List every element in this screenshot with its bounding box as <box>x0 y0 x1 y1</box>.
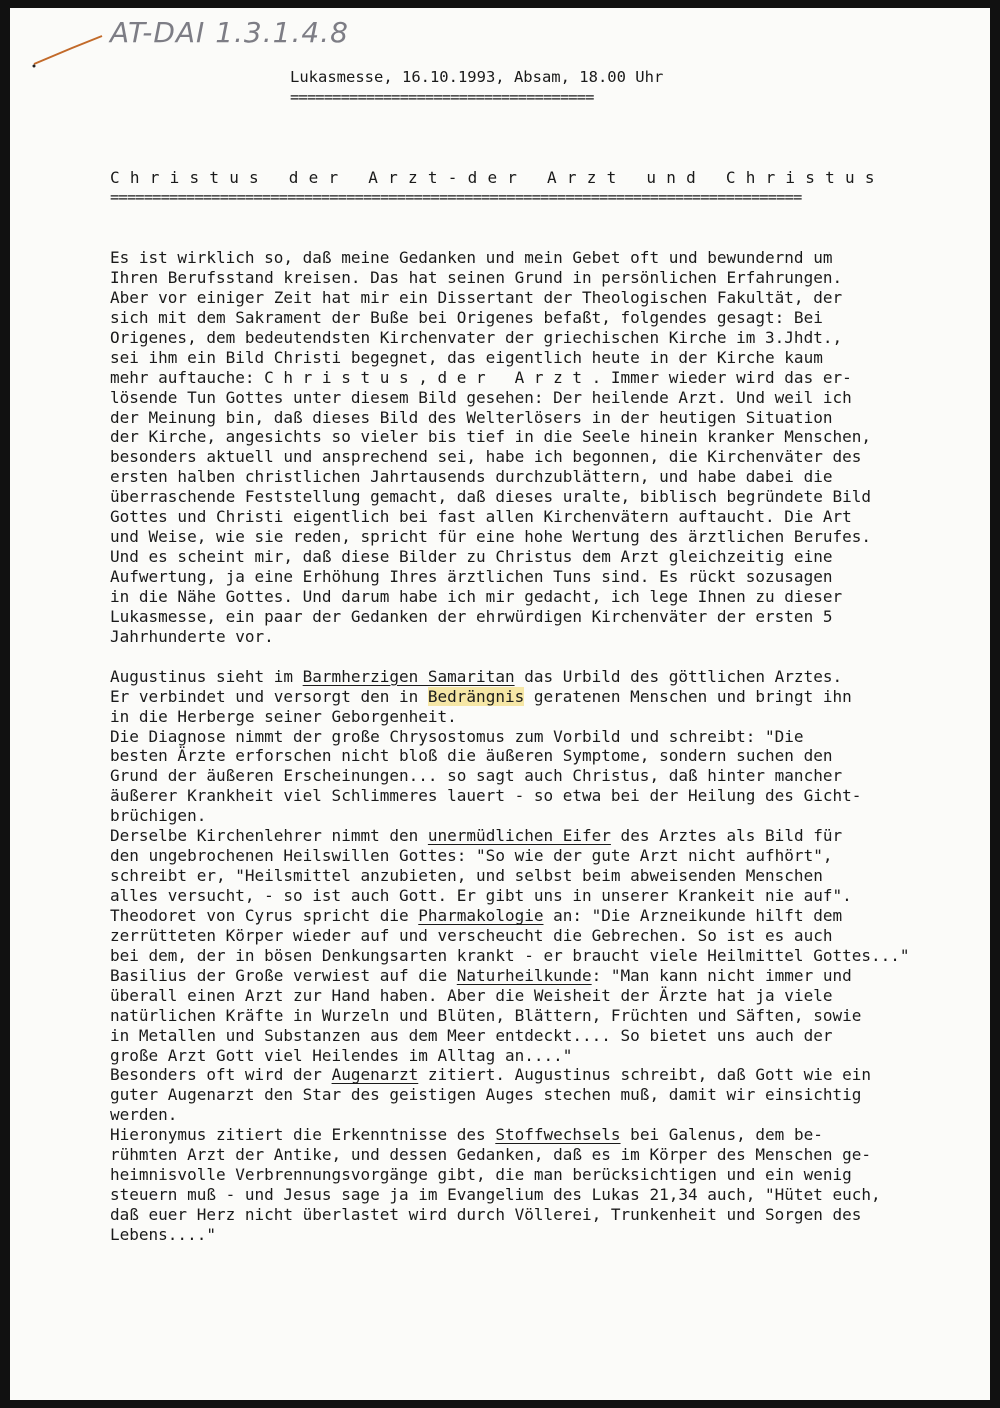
underlined-term: unermüdlichen Eifer <box>427 826 611 846</box>
text-line: der Meinung bin, daß dieses Bild des Welterlösers in der heutigen Situation <box>110 407 833 427</box>
text-line: Augustinus sieht im Barmherzigen Samaritan das Urbild des göttlichen Arztes. <box>110 666 843 686</box>
archive-signature: AT-DAI 1.3.1.4.8 <box>110 16 349 49</box>
text-line: Lukasmesse, ein paar der Gedanken der ehrwürdigen Kirchenväter der ersten 5 <box>110 606 833 626</box>
text-line: überall einen Arzt zur Hand haben. Aber die Weisheit der Ärzte hat ja viele <box>110 985 833 1005</box>
text-line: sich mit dem Sakrament der Buße bei Origenes befaßt, folgendes gesagt: Bei <box>110 307 823 327</box>
text-line: lösende Tun Gottes unter diesem Bild gesehen: Der heilende Arzt. Und weil ich <box>110 387 852 407</box>
text-line: äußerer Krankheit viel Schlimmeres lauert - so etwa bei der Heilung des Gicht- <box>110 786 862 806</box>
text-line: heimnisvolle Verbrennungsvorgänge gibt, die man berücksichtigen und ein wenig <box>110 1165 852 1185</box>
text-line: Die Diagnose nimmt der große Chrysostomus zum Vorbild und schreibt: "Die <box>110 726 804 746</box>
paragraph-church-fathers <box>110 667 950 1245</box>
text-line: Basilius der Große verwiest auf die Naturheilkunde: "Man kann nicht immer und <box>110 965 852 985</box>
underlined-term: Barmherzigen Samaritan <box>302 666 515 686</box>
text-line: in Metallen und Substanzen aus dem Meer entdeckt.... So bietet uns auch der <box>110 1025 833 1045</box>
text-line: Und es scheint mir, daß diese Bilder zu Christus dem Arzt gleichzeitig eine <box>110 547 833 567</box>
underlined-term: Pharmakologie <box>418 905 544 925</box>
text-line: schreibt er, "Heilsmittel anzubieten, und selbst beim abweisenden Menschen <box>110 866 823 886</box>
highlighted-term: Bedrängnis <box>427 686 525 706</box>
text-line: steuern muß - und Jesus sage ja im Evangelium des Lukas 21,34 auch, "Hütet euch, <box>110 1185 881 1205</box>
text-line: Theodoret von Cyrus spricht die Pharmakologie an: "Die Arzneikunde hilft dem <box>110 905 843 925</box>
event-header: Lukasmesse, 16.10.1993, Absam, 18.00 Uhr <box>290 68 664 86</box>
text-line: werden. <box>110 1105 178 1125</box>
text-line: rühmten Arzt der Antike, und dessen Gedanken, daß es im Körper des Menschen ge- <box>110 1145 871 1165</box>
text-line: Derselbe Kirchenlehrer nimmt den unermüdlichen Eifer des Arztes als Bild für <box>110 826 843 846</box>
text-line: Origenes, dem bedeutendsten Kirchenvater der griechischen Kirche im 3.Jhdt., <box>110 327 843 347</box>
text-line: sei ihm ein Bild Christi begegnet, das eigentlich heute in der Kirche kaum <box>110 347 823 367</box>
text-line: der Kirche, angesichts so vieler bis tief in die Seele hinein kranker Menschen, <box>110 427 871 447</box>
text-line: Gottes und Christi eigentlich bei fast allen Kirchenvätern auftaucht. Die Art <box>110 507 852 527</box>
underlined-term: Augenarzt <box>331 1065 419 1085</box>
pen-stroke-mark <box>32 30 112 70</box>
page-title: C h r i s t u s d e r A r z t - d e r A r z t u n d C h r i s t u s <box>110 168 875 187</box>
text-line: guter Augenarzt den Star des geistigen Auges stechen muß, damit wir einsichtig <box>110 1085 862 1105</box>
text-line: natürlichen Kräfte in Wurzeln und Blüten, Blättern, Früchten und Säften, sowie <box>110 1005 862 1025</box>
title-rule: ================================================================================== <box>110 188 802 206</box>
text-line: Jahrhunderte vor. <box>110 626 274 646</box>
text-line: Besonders oft wird der Augenarzt zitiert. Augustinus schreibt, daß Gott wie ein <box>110 1065 872 1085</box>
text-line: brüchigen. <box>110 806 207 826</box>
text-line: zerrütteten Körper wieder auf und verscheucht die Gebrechen. So ist es auch <box>110 925 833 945</box>
text-line: in die Nähe Gottes. Und darum habe ich mir gedacht, ich lege Ihnen zu dieser <box>110 586 843 606</box>
underlined-term: Naturheilkunde <box>456 965 592 985</box>
text-line: Er verbindet und versorgt den in Bedrängnis geratenen Menschen und bringt ihn <box>110 686 852 706</box>
text-line: in die Herberge seiner Geborgenheit. <box>110 706 457 726</box>
text-line: bei dem, der in bösen Denkungsarten krankt - er braucht viele Heilmittel Gottes..." <box>110 945 910 965</box>
paragraph-gap <box>110 647 950 667</box>
text-line: Es ist wirklich so, daß meine Gedanken und mein Gebet oft und bewundernd um <box>110 248 833 267</box>
text-line: den ungebrochenen Heilswillen Gottes: "So wie der gute Arzt nicht aufhört", <box>110 846 833 866</box>
document-page <box>10 8 990 1400</box>
text-line: Lebens...." <box>110 1224 216 1244</box>
text-line: Aufwertung, ja eine Erhöhung Ihres ärztlichen Tuns sind. Es rückt sozusagen <box>110 567 833 586</box>
text-line: große Arzt Gott viel Heilendes im Alltag an...." <box>110 1045 573 1065</box>
text-line: Grund der äußeren Erscheinungen... so sagt auch Christus, daß hinter mancher <box>110 766 843 786</box>
text-line: besonders aktuell und ansprechend sei, habe ich begonnen, die Kirchenväter des <box>110 447 862 467</box>
paragraph-intro <box>110 248 950 647</box>
text-line: Ihren Berufsstand kreisen. Das hat seinen Grund in persönlichen Erfahrungen. <box>110 267 843 287</box>
text-line: Aber vor einiger Zeit hat mir ein Dissertant der Theologischen Fakultät, der <box>110 287 843 307</box>
text-line: alles versucht, - so ist auch Gott. Er gibt uns in unserer Krankeit nie auf". <box>110 886 852 905</box>
text-line: besten Ärzte erforschen nicht bloß die äußeren Symptome, sondern suchen den <box>110 746 833 766</box>
text-line: Hieronymus zitiert die Erkenntnisse des Stoffwechsels bei Galenus, dem be- <box>110 1125 823 1145</box>
text-line: ersten halben christlichen Jahrtausends durchzublättern, und habe dabei die <box>110 467 833 487</box>
text-line: überraschende Feststellung gemacht, daß dieses uralte, biblisch begründete Bild <box>110 487 871 507</box>
underlined-term: Stoffwechsels <box>495 1125 621 1145</box>
text-line: daß euer Herz nicht überlastet wird durch Völlerei, Trunkenheit und Sorgen des <box>110 1205 862 1224</box>
text-line: mehr auftauche: C h r i s t u s , d e r A r z t . Immer wieder wird das er- <box>110 367 852 387</box>
document-body <box>110 248 950 1245</box>
header-rule: ==================================== <box>290 88 594 106</box>
text-line: und Weise, wie sie reden, spricht für eine hohe Wertung des ärztlichen Berufes. <box>110 527 871 547</box>
